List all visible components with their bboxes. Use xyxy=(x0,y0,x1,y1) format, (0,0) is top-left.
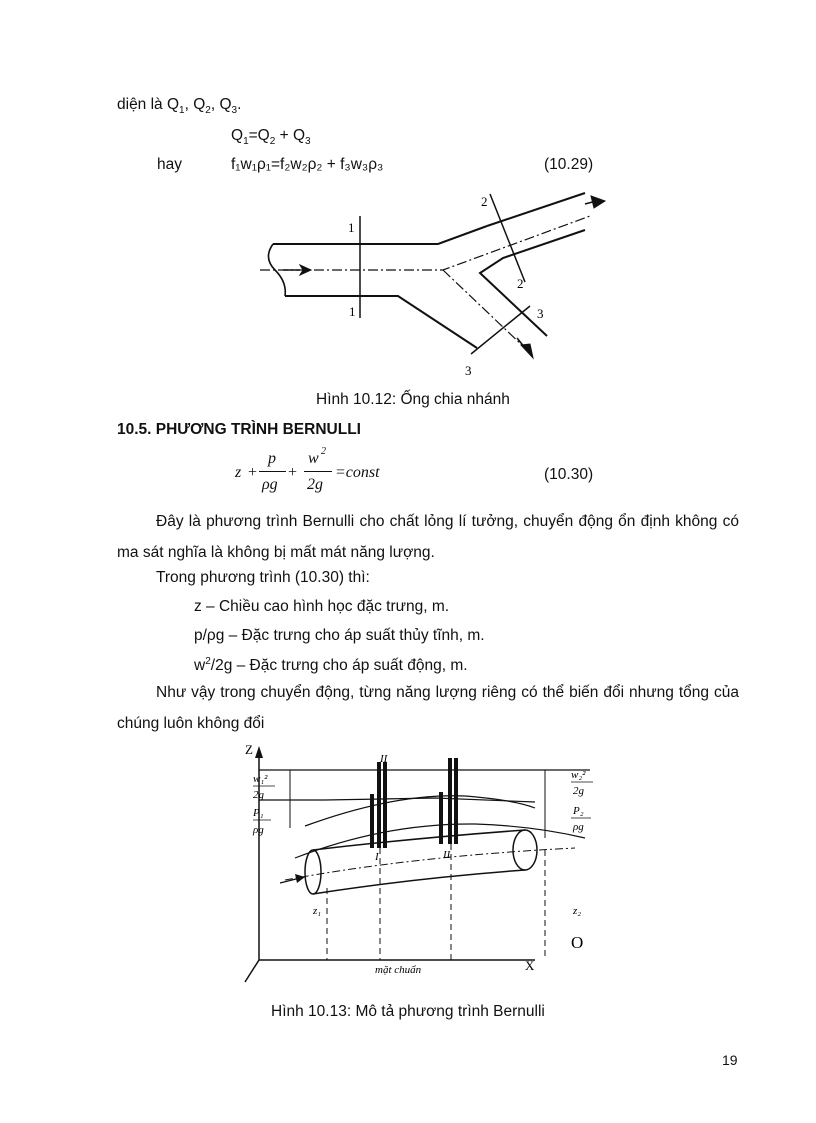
piezometer-i-left xyxy=(370,794,374,848)
p1-label: P₁ xyxy=(253,807,264,819)
branch2-top-wall xyxy=(487,193,585,226)
twog-right-label: 2g xyxy=(573,785,584,797)
pipe-top-wall xyxy=(273,226,487,244)
section-title: 10.5. PHƯƠNG TRÌNH BERNULLI xyxy=(117,421,361,438)
term-z: z – Chiều cao hình học đặc trưng, m. xyxy=(194,598,450,615)
label-3-bottom: 3 xyxy=(465,363,472,378)
section-2-line xyxy=(490,194,525,282)
pipe-inlet-ellipse xyxy=(305,850,321,894)
pipe-outlet-ellipse xyxy=(513,830,537,870)
hay-label: hay xyxy=(157,156,182,173)
section-ii-top-label: II xyxy=(380,753,388,765)
flow-in-arrowhead xyxy=(295,874,305,883)
rhog-left-label: ρg xyxy=(253,824,264,836)
pipe-upper-wall xyxy=(313,830,525,850)
bernoulli-equation: z + p ρg + w 2 2g =const xyxy=(235,446,380,493)
figure1-caption: Hình 10.12: Ống chia nhánh xyxy=(316,391,510,408)
equation-number-1030: (10.30) xyxy=(544,466,594,483)
z1-label: z₁ xyxy=(313,905,322,917)
branch3-arrow-head xyxy=(521,344,533,358)
pitot-i-right xyxy=(383,762,387,848)
p2-label: P₂ xyxy=(573,805,584,817)
term-pressure: p/ρg – Đặc trưng cho áp suất thủy tĩnh, m. xyxy=(194,627,485,644)
z-axis-arrowhead xyxy=(255,746,263,758)
section-3-line xyxy=(471,306,530,354)
rhog-right-label: ρg xyxy=(573,821,584,833)
z-axis-label: Z xyxy=(245,742,253,757)
intro-line: diện là $Q_1$, $Q_2$, $Q_3$. xyxy=(117,96,242,117)
page-number: 19 xyxy=(722,1052,738,1068)
label-2-bottom: 2 xyxy=(517,276,524,291)
twog-left-label: 2g xyxy=(253,789,264,801)
pitot-ii-left xyxy=(448,758,452,844)
x-axis-label: X xyxy=(525,958,535,973)
w1-label: w₁² xyxy=(253,773,268,785)
bernoulli-figure xyxy=(235,738,605,990)
pipe-lower-wall xyxy=(313,870,525,894)
label-1-bottom: 1 xyxy=(349,304,356,319)
pipe-bottom-wall xyxy=(285,296,477,348)
equation-number-1029: (10.29) xyxy=(544,156,594,173)
mass-equation: f₁w₁ρ₁=f₂w₂ρ₂ + f₃w₃ρ₃ xyxy=(231,156,384,173)
piezometer-ii-left xyxy=(439,792,443,844)
paragraph-terms-intro: Trong phương trình (10.30) thì: xyxy=(156,569,370,586)
label-2-top: 2 xyxy=(481,194,488,209)
branching-pipe-figure xyxy=(255,188,615,380)
z2-label: z₂ xyxy=(573,905,582,917)
centerline-branch3 xyxy=(443,270,525,348)
w2-label: w₂² xyxy=(571,769,586,781)
label-3-right: 3 xyxy=(537,306,544,321)
label-1-top: 1 xyxy=(348,220,355,235)
branch2-arrow-head xyxy=(591,196,605,208)
paragraph-conclusion: Như vậy trong chuyển động, từng năng lượng riêng có thể biến đổi nhưng tổng của chúng luôn không đổi xyxy=(117,684,739,732)
pitot-ii-right xyxy=(454,758,458,844)
origin-label: O xyxy=(571,933,584,952)
pitot-i-left xyxy=(377,762,381,848)
paragraph-definition: Đây là phương trình Bernulli cho chất lỏng lí tưởng, chuyển động ổn định không có ma sát nghĩa là không bị mất mát năng lượng. xyxy=(117,513,739,561)
section-ii-label: II xyxy=(443,849,451,861)
datum-label: mặt chuẩn xyxy=(375,964,422,976)
figure2-caption: Hình 10.13: Mô tả phương trình Bernulli xyxy=(271,1003,545,1020)
term-velocity: $w^2/2g$ – Đặc trưng cho áp suất động, m. xyxy=(194,656,468,675)
pipe-centerline xyxy=(285,848,575,880)
flow-equation: $Q_1=Q_2 + Q_3$ xyxy=(231,127,311,148)
section-i-label: I xyxy=(375,851,379,863)
